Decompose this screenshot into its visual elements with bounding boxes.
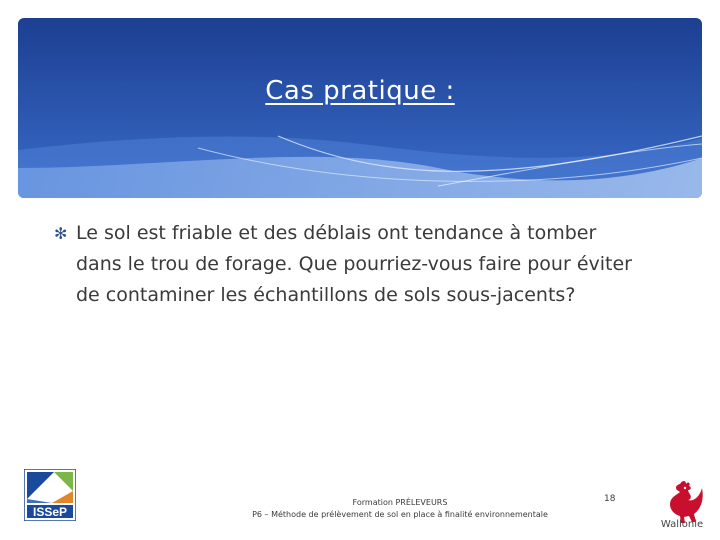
page-number: 18	[604, 494, 616, 504]
wallonie-logo-text: Wallonie	[660, 519, 704, 530]
header-background	[18, 18, 702, 198]
bullet-item	[54, 218, 636, 311]
footer-line-1: Formation PRÉLEVEURS	[352, 498, 448, 507]
slide-title: Cas pratique :	[265, 76, 455, 106]
header-banner	[18, 18, 702, 198]
footer-text	[200, 497, 600, 521]
issep-logo	[24, 469, 76, 521]
footer-line-2: P6 – Méthode de prélèvement de sol en place à finalité environnementale	[252, 510, 548, 519]
asterisk-bullet-icon: ✻	[54, 224, 68, 243]
issep-logo-text: ISSeP	[32, 505, 68, 519]
bullet-text: Le sol est friable et des déblais ont tendance à tomber dans le trou de forage. Que pourriez-vous faire pour éviter de contaminer les échantillons de sols sous-jacents?	[76, 222, 632, 306]
